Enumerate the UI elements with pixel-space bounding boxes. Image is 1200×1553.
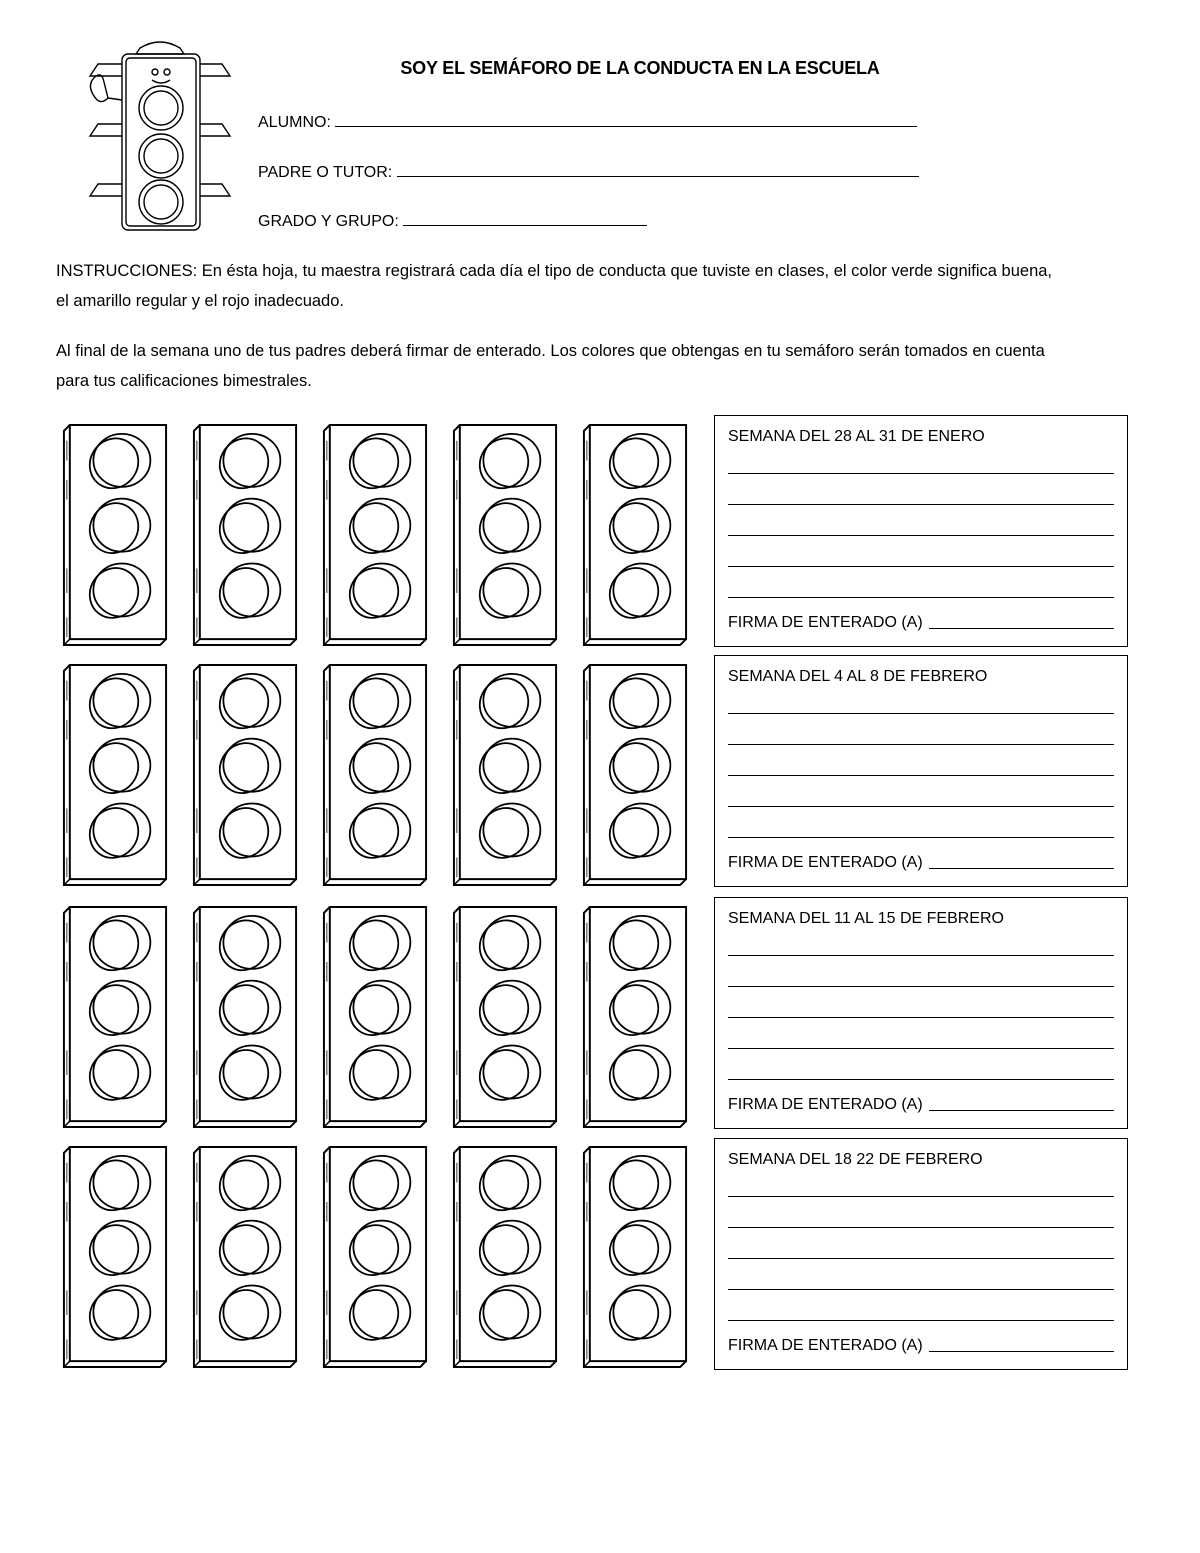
week-box [714,897,1128,1129]
traffic-light[interactable] [190,660,300,890]
comment-line[interactable] [728,1017,1114,1018]
traffic-light[interactable] [320,902,430,1132]
comment-line[interactable] [728,1079,1114,1080]
comment-line[interactable] [728,597,1114,598]
signature-label: FIRMA DE ENTERADO (A) [728,614,923,631]
comment-line[interactable] [728,1196,1114,1197]
signature-label: FIRMA DE ENTERADO (A) [728,854,923,871]
week-box [714,655,1128,887]
padre-tutor-field [258,162,919,182]
alumno-label: ALUMNO: [258,114,331,131]
traffic-light-mascot-illustration [80,36,240,236]
signature-label: FIRMA DE ENTERADO (A) [728,1096,923,1113]
traffic-light[interactable] [190,1142,300,1372]
comment-line[interactable] [728,744,1114,745]
signature-input[interactable] [929,1351,1114,1352]
comment-line[interactable] [728,1227,1114,1228]
grado-grupo-input[interactable] [403,211,647,226]
traffic-light[interactable] [450,902,560,1132]
signature-row [728,614,1114,632]
week-title: SEMANA DEL 28 AL 31 DE ENERO [728,428,985,445]
signature-input[interactable] [929,1110,1114,1111]
signature-row [728,854,1114,872]
traffic-light[interactable] [60,660,170,890]
instructions-paragraph: INSTRUCCIONES: En ésta hoja, tu maestra registrará cada día el tipo de conducta que tuviste en clases, el color verde significa buena, el amarillo regular y el rojo inadecuado. [56,262,1053,310]
comment-line[interactable] [728,775,1114,776]
week-box [714,1138,1128,1370]
traffic-light[interactable] [320,1142,430,1372]
traffic-light[interactable] [450,660,560,890]
comment-line[interactable] [728,986,1114,987]
week-box [714,415,1128,647]
traffic-light[interactable] [190,420,300,650]
traffic-light[interactable] [580,1142,690,1372]
traffic-light[interactable] [450,420,560,650]
traffic-light[interactable] [190,902,300,1132]
traffic-light[interactable] [60,902,170,1132]
padre-tutor-label: PADRE O TUTOR: [258,164,393,181]
comment-line[interactable] [728,1289,1114,1290]
comment-line[interactable] [728,504,1114,505]
comment-line[interactable] [728,713,1114,714]
alumno-input[interactable] [335,112,917,127]
comment-line[interactable] [728,1320,1114,1321]
comment-line[interactable] [728,535,1114,536]
grado-grupo-field [258,211,647,231]
week-title: SEMANA DEL 4 AL 8 DE FEBRERO [728,668,988,685]
signature-input[interactable] [929,868,1114,869]
signature-row [728,1096,1114,1114]
signature-row [728,1337,1114,1355]
traffic-light[interactable] [580,660,690,890]
signature-label: FIRMA DE ENTERADO (A) [728,1337,923,1354]
traffic-light[interactable] [60,1142,170,1372]
traffic-light[interactable] [580,420,690,650]
grading-note-paragraph: Al final de la semana uno de tus padres deberá firmar de enterado. Los colores que obtengas en tu semáforo serán tomados en cuenta para tus calificaciones bimestrales. [56,342,1045,390]
traffic-light[interactable] [320,420,430,650]
week-title: SEMANA DEL 18 22 DE FEBRERO [728,1151,983,1168]
comment-line[interactable] [728,837,1114,838]
comment-line[interactable] [728,955,1114,956]
comment-line[interactable] [728,473,1114,474]
page-title: SOY EL SEMÁFORO DE LA CONDUCTA EN LA ESCUELA [400,58,880,78]
week-title: SEMANA DEL 11 AL 15 DE FEBRERO [728,910,1004,927]
traffic-light[interactable] [450,1142,560,1372]
comment-line[interactable] [728,806,1114,807]
signature-input[interactable] [929,628,1114,629]
comment-line[interactable] [728,566,1114,567]
alumno-field [258,112,917,132]
comment-line[interactable] [728,1048,1114,1049]
padre-tutor-input[interactable] [397,162,919,177]
traffic-light[interactable] [580,902,690,1132]
traffic-light[interactable] [60,420,170,650]
grado-grupo-label: GRADO Y GRUPO: [258,213,399,230]
comment-line[interactable] [728,1258,1114,1259]
traffic-light[interactable] [320,660,430,890]
